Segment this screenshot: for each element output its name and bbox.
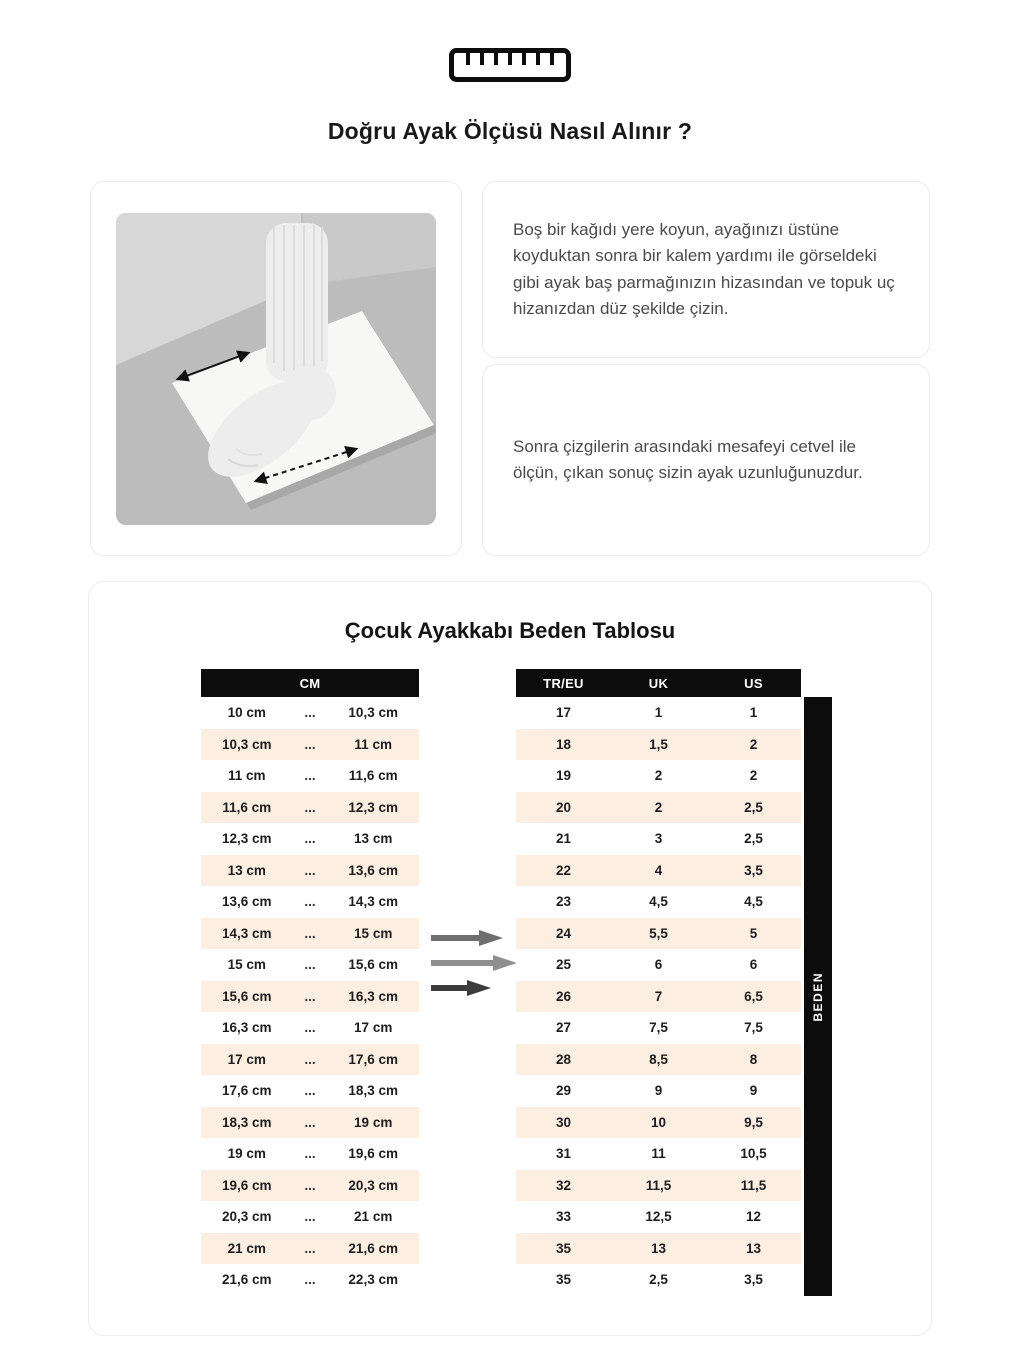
instruction-card-2 — [482, 364, 930, 556]
cm-table-row — [201, 886, 419, 918]
cm-to-value: 21,6 cm — [348, 1240, 398, 1256]
cm-table-row — [201, 1044, 419, 1076]
cm-to-value: 22,3 cm — [348, 1272, 398, 1288]
range-dots: ... — [304, 894, 316, 910]
range-dots: ... — [304, 1083, 316, 1099]
cm-table-row — [201, 1201, 419, 1233]
tr-eu-value: 35 — [555, 1272, 572, 1288]
intl-table-header — [516, 669, 801, 697]
range-dots: ... — [304, 1051, 316, 1067]
cm-table-row — [201, 855, 419, 887]
range-dots: ... — [304, 705, 316, 721]
cm-from-value: 19,6 cm — [222, 1177, 272, 1193]
tr-eu-value: 19 — [555, 768, 572, 784]
tr-eu-value: 35 — [555, 1240, 572, 1256]
cm-table-row — [201, 1107, 419, 1139]
cm-to-value: 19 cm — [354, 1114, 393, 1130]
cm-table-row — [201, 760, 419, 792]
col-header-tr-eu: TR/EU — [543, 675, 584, 691]
range-dots: ... — [304, 1177, 316, 1193]
cm-to-value: 14,3 cm — [348, 894, 398, 910]
us-value: 9,5 — [744, 1114, 763, 1130]
intl-table-row — [516, 918, 801, 950]
col-header-us: US — [744, 675, 763, 691]
intl-table-row — [516, 697, 801, 729]
cm-table-row — [201, 823, 419, 855]
intl-table-row — [516, 855, 801, 887]
uk-value: 4 — [654, 862, 663, 878]
uk-value: 7 — [654, 988, 663, 1004]
instruction-text-1: Boş bir kağıdı yere koyun, ayağınızı üstüne koyduktan sonra bir kalem yardımı ile görseldeki gibi ayak baş parmağınızın hizasından ve topuk uç hizanızdan düz şekilde çizin. — [513, 219, 895, 318]
cm-to-value: 19,6 cm — [348, 1146, 398, 1162]
beden-label: BEDEN — [811, 971, 825, 1022]
tr-eu-value: 31 — [555, 1146, 572, 1162]
cm-table-row — [201, 1012, 419, 1044]
us-value: 2,5 — [744, 799, 763, 815]
cm-table-row — [201, 1170, 419, 1202]
us-value: 8 — [749, 1051, 758, 1067]
us-value: 10,5 — [740, 1146, 767, 1162]
range-dots: ... — [304, 831, 316, 847]
tr-eu-value: 28 — [555, 1051, 572, 1067]
uk-value: 11 — [651, 1146, 666, 1162]
cm-to-value: 20,3 cm — [348, 1177, 398, 1193]
intl-table-row — [516, 1264, 801, 1296]
beden-bar — [804, 697, 832, 1296]
cm-to-value: 12,3 cm — [348, 799, 398, 815]
uk-value: 7,5 — [649, 1020, 668, 1036]
tr-eu-value: 22 — [555, 862, 572, 878]
uk-value: 6 — [654, 957, 663, 973]
intl-table-row — [516, 823, 801, 855]
cm-table-row — [201, 918, 419, 950]
tr-eu-value: 25 — [555, 957, 572, 973]
tr-eu-value: 20 — [555, 799, 572, 815]
instruction-card-1 — [482, 181, 930, 358]
range-dots: ... — [304, 1146, 316, 1162]
cm-table-row — [201, 1075, 419, 1107]
cm-table-body — [201, 697, 419, 1296]
uk-value: 2 — [654, 768, 663, 784]
uk-value: 12,5 — [645, 1209, 672, 1225]
range-dots: ... — [304, 1272, 316, 1288]
uk-value: 1 — [654, 705, 663, 721]
uk-value: 8,5 — [649, 1051, 668, 1067]
col-header-uk: UK — [648, 675, 669, 691]
cm-table-row — [201, 949, 419, 981]
us-value: 4,5 — [744, 894, 763, 910]
instruction-cards — [482, 181, 930, 556]
cm-from-value: 15,6 cm — [222, 988, 272, 1004]
tr-eu-value: 23 — [555, 894, 572, 910]
cm-from-value: 14,3 cm — [222, 925, 272, 941]
us-value: 2 — [749, 768, 758, 784]
tr-eu-value: 29 — [555, 1083, 572, 1099]
cm-from-value: 21,6 cm — [222, 1272, 272, 1288]
intl-table-row — [516, 949, 801, 981]
tr-eu-value: 18 — [555, 736, 572, 752]
uk-value: 1,5 — [649, 736, 668, 752]
tr-eu-value: 27 — [555, 1020, 572, 1036]
intl-table-row — [516, 1107, 801, 1139]
intl-table-row — [516, 1012, 801, 1044]
cm-table-header: CM — [201, 669, 419, 697]
uk-value: 10 — [650, 1114, 667, 1130]
conversion-arrows — [431, 930, 521, 996]
cm-from-value: 21 cm — [227, 1240, 266, 1256]
foot-measurement-photo — [116, 213, 436, 525]
cm-to-value: 17,6 cm — [348, 1051, 398, 1067]
cm-to-value: 16,3 cm — [348, 988, 398, 1004]
us-value: 1 — [749, 705, 758, 721]
range-dots: ... — [304, 799, 316, 815]
cm-table-row — [201, 981, 419, 1013]
tr-eu-value: 33 — [555, 1209, 572, 1225]
cm-from-value: 13,6 cm — [222, 894, 272, 910]
us-value: 6,5 — [744, 988, 763, 1004]
arrow-icon — [431, 930, 503, 946]
foot-photo-card — [90, 181, 462, 556]
cm-from-value: 18,3 cm — [222, 1114, 272, 1130]
size-table-title: Çocuk Ayakkabı Beden Tablosu — [344, 618, 676, 643]
cm-from-value: 11,6 cm — [222, 799, 272, 815]
range-dots: ... — [304, 988, 316, 1004]
cm-to-value: 21 cm — [354, 1209, 393, 1225]
intl-table-row — [516, 1044, 801, 1076]
us-value: 13 — [745, 1240, 762, 1256]
cm-table-row — [201, 1264, 419, 1296]
intl-table-row — [516, 981, 801, 1013]
tr-eu-value: 26 — [555, 988, 572, 1004]
uk-value: 11,5 — [645, 1177, 672, 1193]
us-value: 2,5 — [744, 831, 763, 847]
intl-table-row — [516, 1233, 801, 1265]
tr-eu-value: 32 — [555, 1177, 572, 1193]
cm-from-value: 20,3 cm — [222, 1209, 272, 1225]
size-table-card — [88, 581, 932, 1336]
arrow-icon — [431, 955, 517, 971]
cm-to-value: 15 cm — [354, 925, 393, 941]
instruction-text-2: Sonra çizgilerin arasındaki mesafeyi cetvel ile ölçün, çıkan sonuç sizin ayak uzunluğunuzdur. — [513, 436, 863, 482]
uk-value: 9 — [654, 1083, 663, 1099]
intl-table-row — [516, 1138, 801, 1170]
us-value: 7,5 — [744, 1020, 763, 1036]
cm-to-value: 15,6 cm — [348, 957, 398, 973]
uk-value: 3 — [654, 831, 663, 847]
us-value: 3,5 — [744, 1272, 763, 1288]
intl-table-row — [516, 1170, 801, 1202]
cm-to-value: 17 cm — [354, 1020, 393, 1036]
us-value: 12 — [745, 1209, 762, 1225]
cm-to-value: 13,6 cm — [348, 862, 398, 878]
tr-eu-value: 21 — [555, 831, 572, 847]
cm-table-row — [201, 792, 419, 824]
cm-table-row — [201, 697, 419, 729]
page-title: Doğru Ayak Ölçüsü Nasıl Alınır ? — [327, 118, 693, 144]
us-value: 5 — [749, 925, 758, 941]
uk-value: 2,5 — [649, 1272, 668, 1288]
range-dots: ... — [304, 768, 316, 784]
cm-to-value: 10,3 cm — [348, 705, 398, 721]
tr-eu-value: 30 — [555, 1114, 572, 1130]
cm-from-value: 10,3 cm — [222, 736, 272, 752]
cm-to-value: 11,6 cm — [348, 768, 398, 784]
instructions-section — [90, 181, 930, 556]
ruler-icon — [0, 0, 1020, 82]
us-value: 11,5 — [740, 1177, 767, 1193]
cm-from-value: 11 cm — [228, 768, 266, 784]
cm-from-value: 13 cm — [227, 862, 266, 878]
cm-to-value: 13 cm — [354, 831, 393, 847]
intl-table-body — [516, 697, 801, 1296]
uk-value: 2 — [654, 799, 663, 815]
cm-from-value: 17 cm — [227, 1051, 266, 1067]
arrow-icon — [431, 980, 491, 996]
cm-from-value: 16,3 cm — [222, 1020, 272, 1036]
intl-table-row — [516, 886, 801, 918]
us-value: 6 — [749, 957, 758, 973]
intl-table-row — [516, 729, 801, 761]
intl-table-row — [516, 792, 801, 824]
range-dots: ... — [304, 957, 316, 973]
us-value: 9 — [749, 1083, 758, 1099]
intl-size-table — [516, 669, 801, 1296]
cm-from-value: 10 cm — [227, 705, 266, 721]
uk-value: 5,5 — [649, 925, 668, 941]
range-dots: ... — [304, 1209, 316, 1225]
range-dots: ... — [304, 925, 316, 941]
uk-value: 13 — [650, 1240, 667, 1256]
cm-to-value: 18,3 cm — [348, 1083, 398, 1099]
intl-table-row — [516, 760, 801, 792]
range-dots: ... — [304, 736, 316, 752]
range-dots: ... — [304, 1240, 316, 1256]
range-dots: ... — [304, 1114, 316, 1130]
cm-from-value: 17,6 cm — [222, 1083, 272, 1099]
range-dots: ... — [304, 862, 316, 878]
us-value: 2 — [749, 736, 758, 752]
cm-from-value: 19 cm — [227, 1146, 266, 1162]
cm-from-value: 12,3 cm — [222, 831, 272, 847]
tr-eu-value: 24 — [555, 925, 572, 941]
uk-value: 4,5 — [649, 894, 668, 910]
cm-table-row — [201, 729, 419, 761]
intl-table-row — [516, 1201, 801, 1233]
cm-table-row — [201, 1233, 419, 1265]
us-value: 3,5 — [744, 862, 763, 878]
cm-table-row — [201, 1138, 419, 1170]
cm-from-value: 15 cm — [227, 957, 266, 973]
intl-table-row — [516, 1075, 801, 1107]
tr-eu-value: 17 — [555, 705, 572, 721]
cm-to-value: 11 cm — [354, 736, 392, 752]
range-dots: ... — [304, 1020, 316, 1036]
cm-table — [201, 669, 419, 1296]
